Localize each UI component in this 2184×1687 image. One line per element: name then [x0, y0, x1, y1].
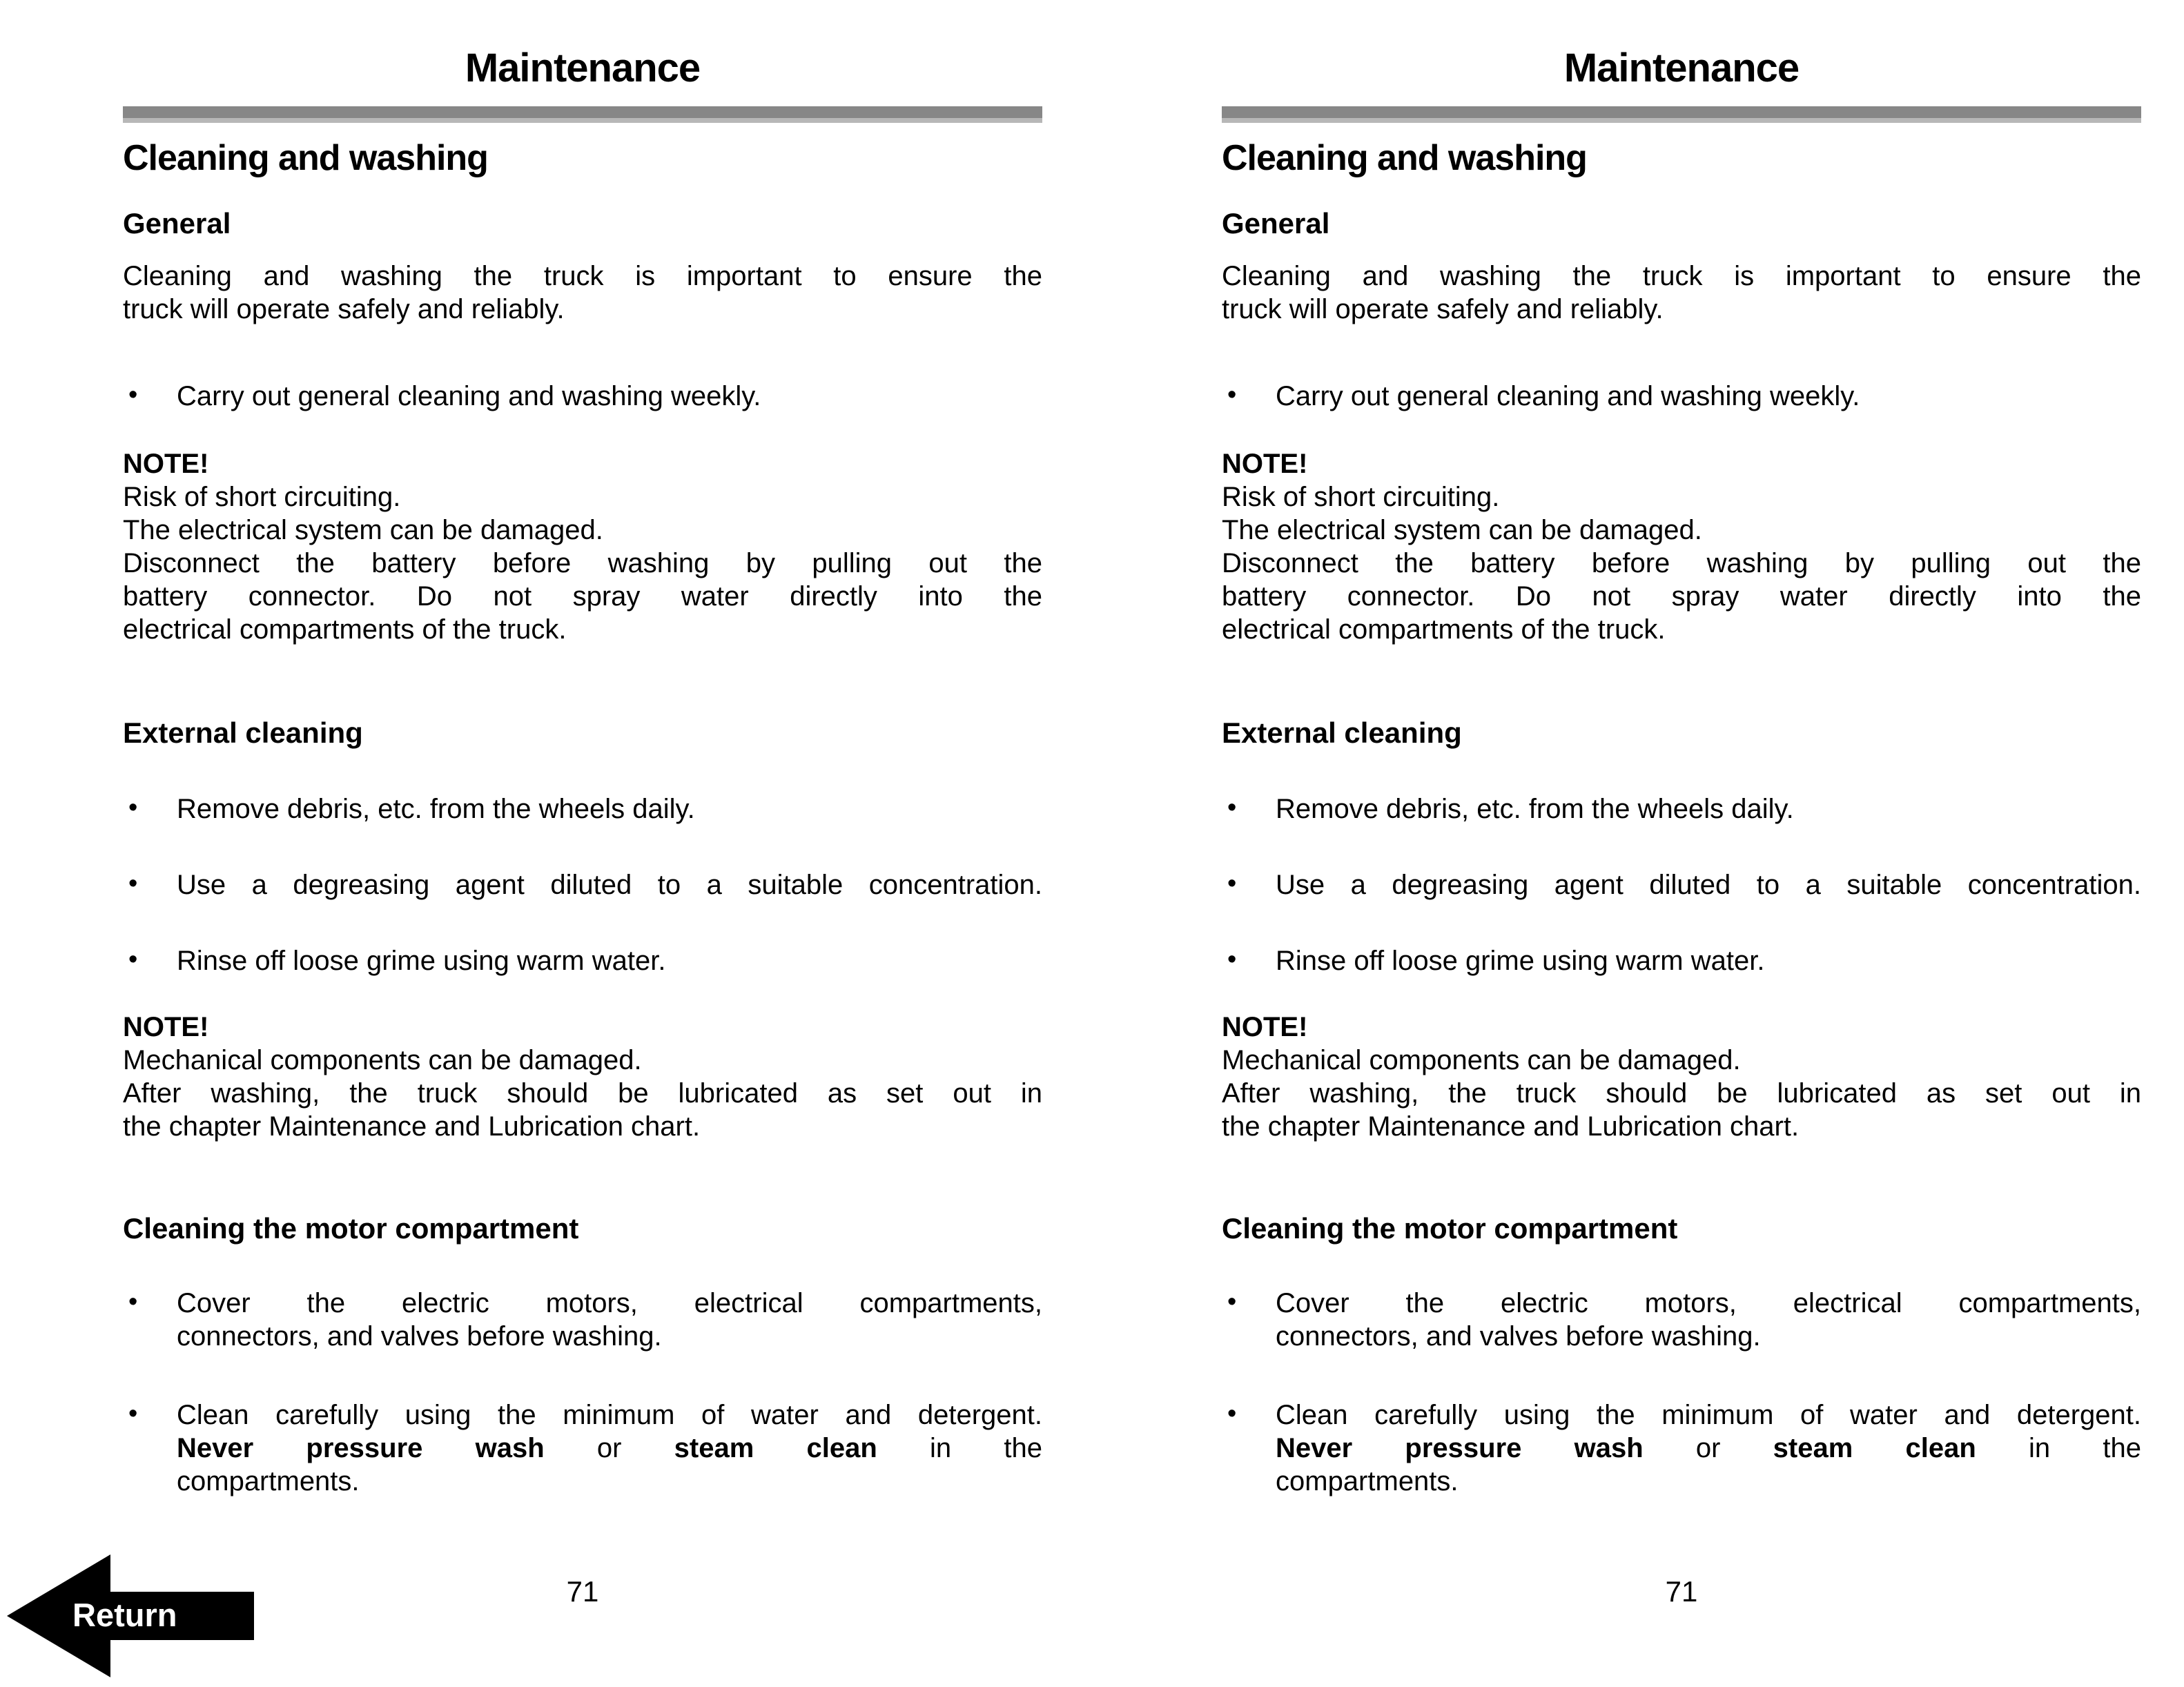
- bullet-cover-motors: [123, 1287, 1042, 1353]
- subheading-external-cleaning: External cleaning: [123, 716, 363, 749]
- bullet-clean-carefully: [1222, 1398, 2141, 1498]
- page-title: Maintenance: [465, 46, 701, 90]
- page-title: Maintenance: [1563, 46, 1800, 90]
- note-line: Disconnect the battery before washing by pulling out the: [123, 548, 1042, 578]
- note-line: the chapter Maintenance and Lubrication chart.: [123, 1111, 701, 1142]
- subheading-external-cleaning: External cleaning: [1222, 716, 1462, 749]
- note-mechanical-components: [123, 1011, 1042, 1143]
- bold-phrase-never-pressure-wash: Never pressure wash: [1276, 1433, 1644, 1463]
- bullet-text: or: [1695, 1433, 1721, 1463]
- title-divider-bar: [1222, 106, 2141, 123]
- bullet-remove-debris: • Remove debris, etc. from the wheels daily.: [123, 792, 1042, 826]
- note-line: the chapter Maintenance and Lubrication chart.: [1222, 1111, 1800, 1142]
- subheading-general: General: [1222, 207, 1330, 240]
- bullet-text: in the: [930, 1433, 1042, 1463]
- bullet-line: connectors, and valves before washing.: [177, 1321, 662, 1352]
- bullet-line: compartments.: [1276, 1466, 1459, 1496]
- manual-page-right: [1222, 0, 2141, 1687]
- paragraph-line: Cleaning and washing the truck is important to ensure the: [123, 261, 1042, 291]
- note-line: battery connector. Do not spray water directly into the: [1222, 581, 2141, 612]
- bullet-line: • Cover the electric motors, electrical compartments,: [177, 1288, 1042, 1318]
- bold-phrase-steam-clean: steam clean: [674, 1433, 877, 1463]
- note-line: electrical compartments of the truck.: [1222, 614, 1666, 645]
- note-short-circuit: [1222, 447, 2141, 646]
- bullet-line: • Clean carefully using the minimum of water and detergent.: [177, 1400, 1042, 1430]
- page-number: 71: [566, 1575, 599, 1608]
- page-number: 71: [1665, 1575, 1698, 1608]
- general-intro-paragraph: [1222, 260, 2141, 326]
- bold-phrase-never-pressure-wash: Never pressure wash: [177, 1433, 545, 1463]
- note-line: Risk of short circuiting.: [123, 482, 401, 512]
- note-short-circuit: [123, 447, 1042, 646]
- bullet-line: compartments.: [177, 1466, 360, 1496]
- note-line: Mechanical components can be damaged.: [1222, 1045, 1741, 1075]
- bullet-line: • Clean carefully using the minimum of water and detergent.: [1276, 1400, 2141, 1430]
- paragraph-line: Cleaning and washing the truck is important to ensure the: [1222, 261, 2141, 291]
- manual-page-left: [123, 0, 1042, 1687]
- note-label: NOTE!: [123, 449, 209, 479]
- subheading-motor-compartment: Cleaning the motor compartment: [123, 1212, 579, 1245]
- bullet-weekly-cleaning: • Carry out general cleaning and washing weekly.: [1222, 380, 2141, 413]
- note-line: battery connector. Do not spray water directly into the: [123, 581, 1042, 612]
- bullet-line: • Cover the electric motors, electrical compartments,: [1276, 1288, 2141, 1318]
- bullet-rinse-grime: • Rinse off loose grime using warm water.: [123, 944, 1042, 977]
- note-line: After washing, the truck should be lubricated as set out in: [1222, 1078, 2141, 1109]
- return-button[interactable]: [7, 1554, 254, 1677]
- title-divider-bar: [123, 106, 1042, 123]
- bullet-line: [1276, 1432, 2141, 1465]
- bullet-line: connectors, and valves before washing.: [1276, 1321, 1761, 1352]
- note-line: Disconnect the battery before washing by pulling out the: [1222, 548, 2141, 578]
- bullet-text: or: [596, 1433, 622, 1463]
- bullet-weekly-cleaning: • Carry out general cleaning and washing weekly.: [123, 380, 1042, 413]
- bullet-degreasing-agent: • Use a degreasing agent diluted to a suitable concentration.: [123, 868, 1042, 901]
- paragraph-line: truck will operate safely and reliably.: [1222, 294, 1664, 324]
- return-button-label: Return: [72, 1597, 177, 1633]
- section-heading-cleaning-and-washing: Cleaning and washing: [1222, 138, 1587, 178]
- bullet-cover-motors: [1222, 1287, 2141, 1353]
- note-label: NOTE!: [1222, 1012, 1308, 1042]
- note-mechanical-components: [1222, 1011, 2141, 1143]
- note-line: Risk of short circuiting.: [1222, 482, 1500, 512]
- bold-phrase-steam-clean: steam clean: [1773, 1433, 1976, 1463]
- subheading-motor-compartment: Cleaning the motor compartment: [1222, 1212, 1678, 1245]
- general-intro-paragraph: [123, 260, 1042, 326]
- note-label: NOTE!: [123, 1012, 209, 1042]
- note-line: After washing, the truck should be lubricated as set out in: [123, 1078, 1042, 1109]
- bullet-rinse-grime: • Rinse off loose grime using warm water.: [1222, 944, 2141, 977]
- bullet-text: in the: [2029, 1433, 2141, 1463]
- note-line: electrical compartments of the truck.: [123, 614, 567, 645]
- bullet-degreasing-agent: • Use a degreasing agent diluted to a suitable concentration.: [1222, 868, 2141, 901]
- subheading-general: General: [123, 207, 231, 240]
- bullet-remove-debris: • Remove debris, etc. from the wheels daily.: [1222, 792, 2141, 826]
- note-label: NOTE!: [1222, 449, 1308, 479]
- section-heading-cleaning-and-washing: Cleaning and washing: [123, 138, 488, 178]
- note-line: The electrical system can be damaged.: [1222, 515, 1702, 545]
- bullet-line: [177, 1432, 1042, 1465]
- note-line: Mechanical components can be damaged.: [123, 1045, 642, 1075]
- paragraph-line: truck will operate safely and reliably.: [123, 294, 565, 324]
- bullet-clean-carefully: [123, 1398, 1042, 1498]
- note-line: The electrical system can be damaged.: [123, 515, 603, 545]
